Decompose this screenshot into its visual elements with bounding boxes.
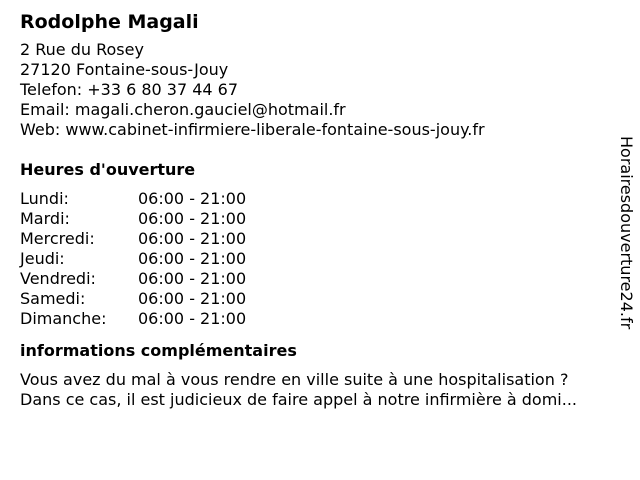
address-city: 27120 Fontaine-sous-Jouy [20,60,229,79]
hours-row-wednesday [20,229,620,249]
website-text: Web: www.cabinet-infirmiere-liberale-fontaine-sous-jouy.fr [20,120,485,139]
day-label: Vendredi: [20,269,96,288]
description-line-2: Dans ce cas, il est judicieux de faire appel à notre infirmière à domi... [20,390,577,409]
day-label: Samedi: [20,289,86,308]
time-range: 06:00 - 21:00 [138,229,247,248]
time-range: 06:00 - 21:00 [138,209,247,228]
time-range: 06:00 - 21:00 [138,189,247,208]
site-watermark: Horairesdouverture24.fr [617,136,636,330]
day-label: Dimanche: [20,309,107,328]
time-range: 06:00 - 21:00 [138,269,247,288]
hours-row-tuesday [20,209,620,229]
time-range: 06:00 - 21:00 [138,249,247,268]
hours-row-friday [20,269,620,289]
hours-row-sunday [20,309,620,329]
phone-text: Telefon: +33 6 80 37 44 67 [20,80,239,99]
time-range: 06:00 - 21:00 [138,309,247,328]
day-label: Jeudi: [20,249,65,268]
additional-info-title: informations complémentaires [20,341,297,360]
business-card [20,8,620,410]
email-text: Email: magali.cheron.gauciel@hotmail.fr [20,100,346,119]
opening-hours-list [20,189,620,329]
address-street: 2 Rue du Rosey [20,40,144,59]
business-name: Rodolphe Magali [20,11,199,33]
hours-row-thursday [20,249,620,269]
hours-row-saturday [20,289,620,309]
time-range: 06:00 - 21:00 [138,289,247,308]
description-line-1: Vous avez du mal à vous rendre en ville suite à une hospitalisation ? [20,370,569,389]
day-label: Lundi: [20,189,69,208]
day-label: Mardi: [20,209,70,228]
day-label: Mercredi: [20,229,95,248]
hours-row-monday [20,189,620,209]
opening-hours-title: Heures d'ouverture [20,160,196,179]
